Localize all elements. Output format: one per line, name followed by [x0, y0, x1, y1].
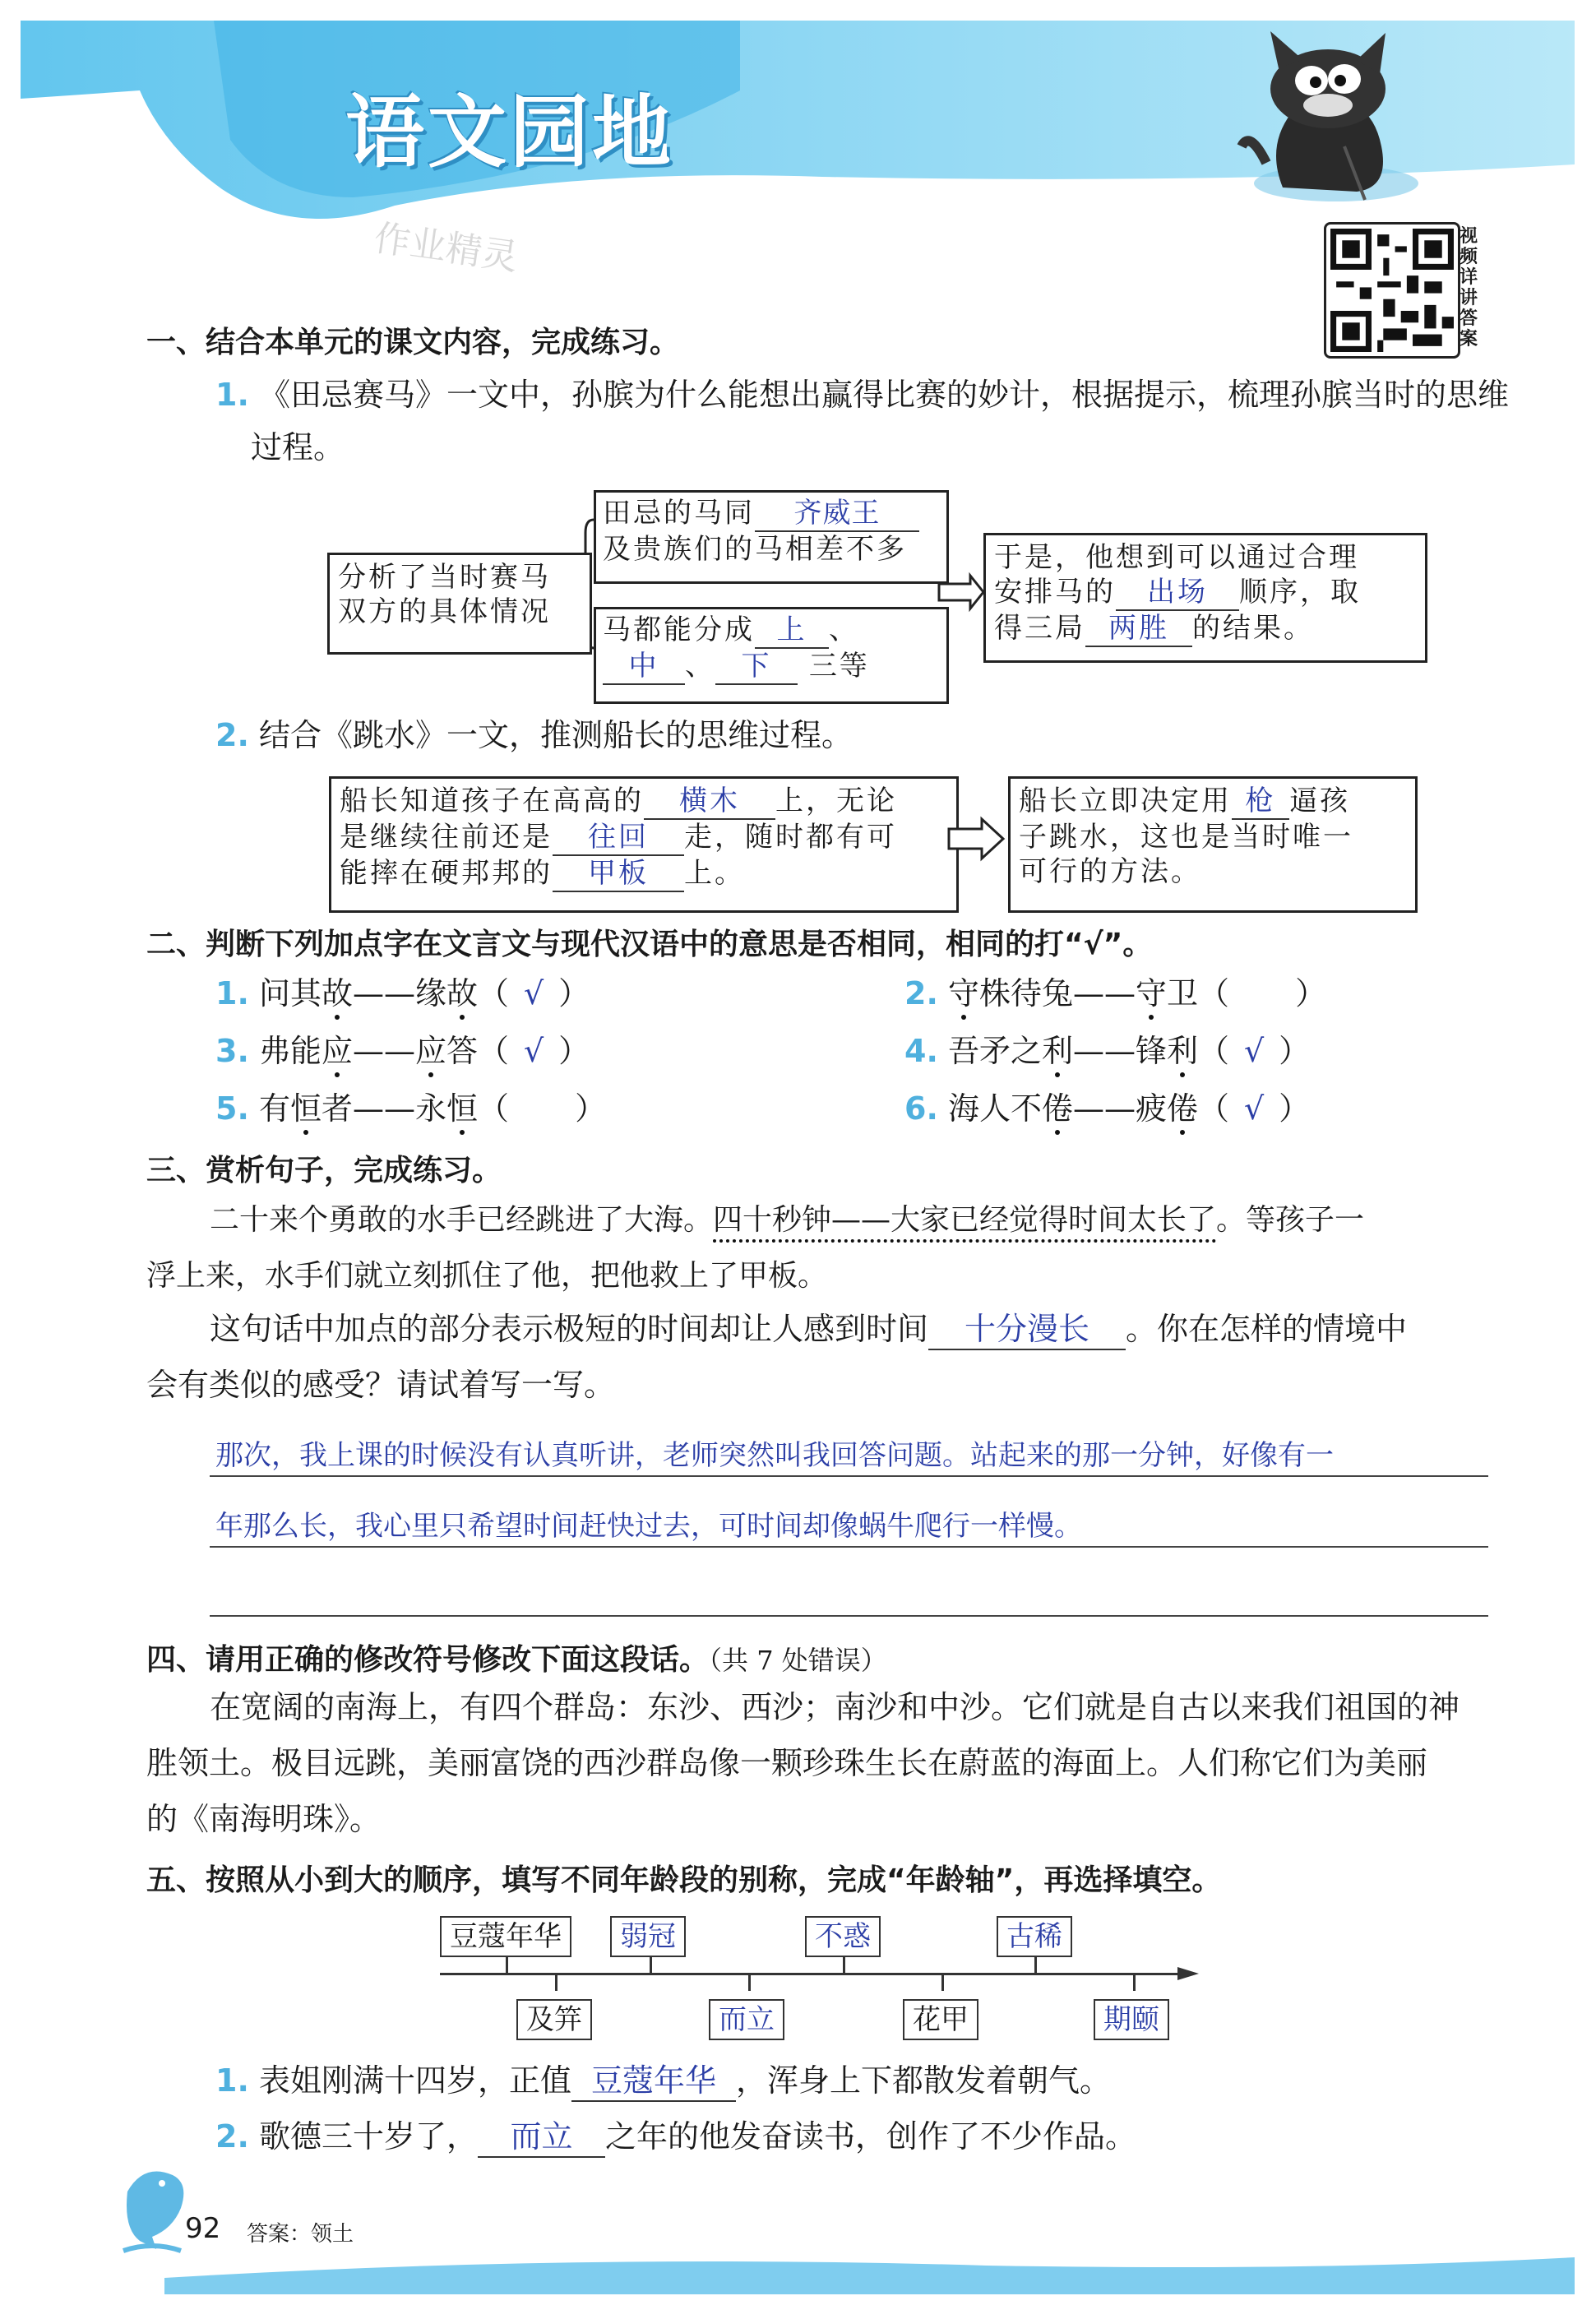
s5-q1-post: ，浑身上下都散发着朝气。	[736, 2062, 1112, 2099]
ruled-line	[210, 1546, 1488, 1548]
ruled-line	[210, 1475, 1488, 1477]
s1-q2-text	[215, 717, 853, 755]
dolphin-icon	[111, 2159, 193, 2257]
axis-tick	[941, 1974, 944, 1991]
captain-post-2: 走，随时都有可	[684, 821, 897, 854]
conclusion-pre-3: 得三局	[994, 612, 1085, 645]
section-2-heading: 二、判断下列加点字在文言文与现代汉语中的意思是否相同，相同的打“√”。	[146, 928, 1153, 961]
captain-answer-1[interactable]: 横木	[644, 784, 775, 820]
conclusion-answer-2[interactable]: 两胜	[1085, 611, 1192, 647]
s4-paragraph-line1[interactable]: 在宽阔的南海上，有四个群岛：东沙、西沙；南沙和中沙。它们就是自古以来我们祖国的神	[210, 1689, 1460, 1725]
s3-question-post: 。你在怎样的情境中	[1126, 1311, 1408, 1347]
axis-tick	[1034, 1957, 1037, 1974]
qr-caption: 视频详讲答案	[1460, 226, 1478, 349]
section-4-heading-row	[146, 1636, 887, 1678]
s2-dotted-char: 利	[1167, 1033, 1199, 1069]
s2-item-number: 6.	[904, 1090, 938, 1127]
s5-q2	[215, 2118, 1136, 2158]
s1-q2-line: 结合《跳水》一文，推测船长的思维过程。	[258, 717, 853, 753]
s3-quote-line1	[210, 1202, 1364, 1238]
ruled-line	[210, 1615, 1488, 1617]
decide-line-2: 子跳水，这也是当时唯一	[1019, 821, 1353, 854]
s1-analysis-box	[327, 553, 592, 655]
axis-answer-bottom[interactable]: 期颐	[1094, 1999, 1169, 2040]
s2-dotted-char: 利	[1042, 1033, 1074, 1069]
axis-answer-top[interactable]: 不惑	[805, 1916, 881, 1957]
s3-question-pre: 这句话中加点的部分表示极短的时间却让人感到时间	[210, 1311, 929, 1347]
grade-answer-1[interactable]: 上	[755, 613, 829, 649]
watermark: 作业精灵	[371, 216, 521, 279]
s2-item-mid: ——疲	[1073, 1090, 1168, 1127]
s2-dotted-char: 恒	[446, 1090, 479, 1127]
s3-written-answer-line1[interactable]: 那次，我上课的时候没有认真听讲，老师突然叫我回答问题。站起来的那一分钟，好像有一	[215, 1439, 1334, 1472]
age-axis-arrowhead	[1177, 1965, 1202, 1982]
s2-item-number: 2.	[904, 975, 938, 1011]
captain-answer-2[interactable]: 往回	[553, 820, 684, 856]
s2-item-mid: 株待兔——	[979, 975, 1136, 1011]
s1-q1-line1: 《田忌赛马》一文中，孙膑为什么能想出赢得比赛的妙计，根据提示，梳理孙膑当时的思维	[258, 377, 1509, 413]
decide-post-1: 逼孩	[1289, 785, 1350, 817]
captain-pre-3: 能摔在硬邦邦的	[340, 857, 553, 890]
s2-item-number: 1.	[215, 975, 249, 1011]
s2-dotted-char: 守	[947, 975, 979, 1011]
s2-dotted-char: 倦	[1167, 1090, 1199, 1127]
s2-item-mid: ——	[353, 1033, 416, 1069]
s1-captain-decides-box	[1008, 776, 1418, 913]
s2-item-mid: ——缘	[353, 975, 447, 1011]
s2-item-number: 3.	[215, 1033, 249, 1069]
decide-answer-1[interactable]: 枪	[1232, 784, 1289, 820]
s2-item-pre: 吾矛之	[947, 1033, 1042, 1069]
axis-tick	[843, 1957, 845, 1974]
s1-q2-number: 2.	[215, 717, 249, 753]
grade-sep-2: 、	[685, 650, 715, 683]
s4-paragraph-line3[interactable]: 的《南海明珠》。	[146, 1801, 382, 1837]
s1-conclusion-box	[983, 533, 1427, 663]
axis-tick	[555, 1974, 557, 1991]
s2-answer[interactable]: √	[1243, 1033, 1265, 1069]
s2-item-post: 卫	[1167, 975, 1199, 1011]
s2-item-4: 4. 吾矛之利——锋利（ √ ）	[904, 1033, 1311, 1069]
s2-item-mid: ——锋	[1073, 1033, 1168, 1069]
footer-answer-note: 答案：领土	[247, 2222, 354, 2247]
s2-item-number: 4.	[904, 1033, 938, 1069]
axis-answer-top[interactable]: 古稀	[997, 1916, 1072, 1957]
s2-item-2: 2. 守株待兔——守卫（ ）	[904, 975, 1327, 1011]
captain-pre-1: 船长知道孩子在高高的	[340, 785, 644, 817]
axis-tick	[1133, 1974, 1136, 1991]
quote-pre: 二十来个勇敢的水手已经跳进了大海。	[210, 1203, 714, 1237]
captain-post-3: 上。	[684, 857, 745, 890]
s2-item-pre: 有	[258, 1090, 290, 1127]
s2-dotted-char: 故	[322, 975, 354, 1011]
axis-label-bottom: 花甲	[903, 1999, 978, 2040]
conclusion-answer-1[interactable]: 出场	[1116, 575, 1239, 611]
conclusion-pre-2: 安排马的	[994, 576, 1116, 609]
axis-tick	[748, 1974, 751, 1991]
axis-label-bottom: 及笄	[516, 1999, 592, 2040]
s2-dotted-char: 倦	[1042, 1090, 1074, 1127]
axis-tick	[650, 1957, 652, 1974]
s2-item-pre: 问其	[258, 975, 322, 1011]
section-4-note: （共 7 处错误）	[709, 1645, 887, 1676]
s3-written-answer-line2[interactable]: 年那么长，我心里只希望时间赶快过去，可时间却像蜗牛爬行一样慢。	[215, 1510, 1082, 1543]
horse-compare-answer[interactable]: 齐威王	[755, 496, 919, 532]
axis-answer-bottom[interactable]: 而立	[709, 1999, 784, 2040]
conclusion-post-2: 顺序，取	[1239, 576, 1361, 609]
age-axis-line	[440, 1973, 1184, 1975]
s3-question-line2: 会有类似的感受？请试着写一写。	[146, 1367, 616, 1403]
s2-dotted-char: 故	[446, 975, 479, 1011]
s2-item-pre: 海人不	[947, 1090, 1042, 1127]
horse-compare-pre: 田忌的马同	[603, 497, 755, 530]
s2-answer[interactable]: √	[523, 975, 544, 1011]
decide-pre-1: 船长立即决定用	[1019, 785, 1232, 817]
s1-q1-line2: 过程。	[251, 429, 345, 465]
grade-answer-2[interactable]: 中	[603, 649, 685, 685]
s5-q1-number: 1.	[215, 2062, 249, 2099]
s3-answer[interactable]: 十分漫长	[928, 1311, 1126, 1350]
analysis-line-2: 双方的具体情况	[338, 595, 551, 628]
axis-label-top: 豆蔻年华	[440, 1916, 571, 1957]
s1-q1-number: 1.	[215, 377, 249, 413]
section-1-heading: 一、结合本单元的课文内容，完成练习。	[146, 326, 680, 359]
captain-post-1: 上，无论	[775, 785, 897, 817]
s1-captain-knows-box	[329, 776, 959, 913]
s2-item-3: 3. 弗能应——应答（ √ ）	[215, 1033, 590, 1069]
s2-dotted-char: 应	[415, 1033, 447, 1069]
s3-quote-line2: 浮上来，水手们就立刻抓住了他，把他救上了甲板。	[146, 1259, 828, 1293]
s2-item-number: 5.	[215, 1090, 249, 1127]
section-4-heading: 四、请用正确的修改符号修改下面这段话。	[146, 1643, 710, 1677]
horse-compare-line2: 及贵族们的马相差不多	[603, 533, 907, 566]
grade-sep-1: 、	[829, 613, 859, 646]
s3-question-line1	[210, 1311, 1407, 1350]
flowchart-2-arrow	[946, 814, 1011, 863]
quote-post: 。等孩子一	[1216, 1203, 1365, 1237]
axis-tick	[506, 1957, 508, 1974]
captain-pre-2: 是继续往前还是	[340, 821, 553, 854]
conclusion-post-3: 的结果。	[1192, 612, 1314, 645]
s2-answer[interactable]: √	[523, 1033, 544, 1069]
s2-dotted-char: 恒	[290, 1090, 322, 1127]
s2-answer[interactable]: √	[1243, 1090, 1265, 1127]
grade-answer-3[interactable]: 下	[715, 649, 798, 685]
s2-item-1: 1. 问其故——缘故（ √ ）	[215, 975, 590, 1011]
axis-answer-top[interactable]: 弱冠	[610, 1916, 686, 1957]
s2-dotted-char: 应	[322, 1033, 354, 1069]
s5-q1	[215, 2062, 1111, 2102]
s5-q2-post: 之年的他发奋读书，创作了不少作品。	[605, 2118, 1137, 2155]
section-5-heading: 五、按照从小到大的顺序，填写不同年龄段的别称，完成“年龄轴”，再选择填空。	[146, 1863, 1222, 1897]
s1-horse-compare-box	[594, 490, 949, 584]
grade-post: 三等	[808, 650, 870, 683]
grade-pre: 马都能分成	[603, 613, 755, 646]
section-3-heading: 三、赏析句子，完成练习。	[146, 1154, 502, 1187]
footer-wave	[0, 2220, 1596, 2316]
quote-dotted-part: 四十秒钟——大家已经觉得时间太长了	[713, 1203, 1217, 1237]
s2-item-6: 6. 海人不倦——疲倦（ √ ）	[904, 1090, 1311, 1127]
s2-item-mid: 者——永	[322, 1090, 447, 1127]
s2-item-pre: 弗能	[258, 1033, 322, 1069]
page-title: 语文园地	[345, 86, 674, 178]
s2-item-post: 答	[446, 1033, 479, 1069]
s1-horse-grade-box	[594, 607, 949, 704]
s5-q1-pre: 表姐刚满十四岁，正值	[258, 2062, 571, 2099]
s5-q2-answer[interactable]: 而立	[478, 2118, 605, 2158]
s2-item-5: 5. 有恒者——永恒（ ）	[215, 1090, 607, 1127]
analysis-line-1: 分析了当时赛马	[338, 561, 551, 594]
decide-line-3: 可行的方法。	[1019, 855, 1201, 888]
s5-q2-number: 2.	[215, 2118, 249, 2155]
page-number: 92	[185, 2212, 221, 2245]
s5-q1-answer[interactable]: 豆蔻年华	[571, 2062, 736, 2102]
s2-dotted-char: 守	[1136, 975, 1168, 1011]
s4-paragraph-line2[interactable]: 胜领土。极目远跳，美丽富饶的西沙群岛像一颗珍珠生长在蔚蓝的海面上。人们称它们为美丽	[146, 1745, 1428, 1781]
s5-q2-pre: 歌德三十岁了，	[258, 2118, 478, 2155]
captain-answer-3[interactable]: 甲板	[553, 856, 684, 892]
conclusion-line-1: 于是，他想到可以通过合理	[994, 541, 1359, 574]
